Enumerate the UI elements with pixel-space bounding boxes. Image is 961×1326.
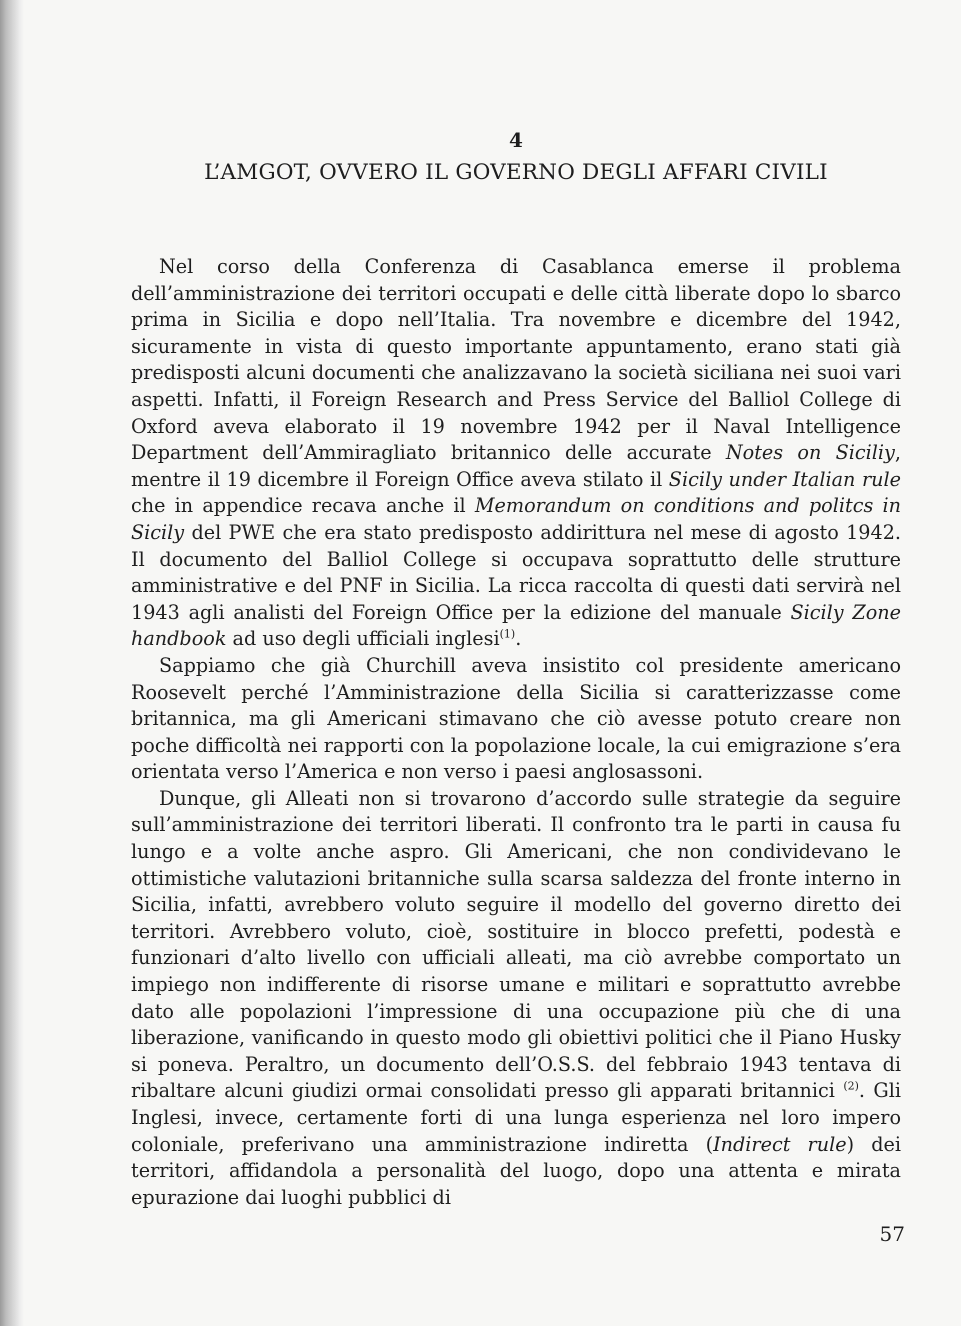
text-run: Dunque, gli Alleati non si trovarono d’accordo sulle strategie da seguire sull’amministrazione dei territori liberati. Il confronto tra le parti in causa fu lungo e a volte anche aspro. Gli Americani, che non condividevano le ottimistiche valutazioni britanniche sulla scarsa saldezza del fronte interno in Sicilia, infatti, avrebbero voluto seguire il modello del governo diretto dei territori. Avrebbero voluto, cioè, sostituire in blocco prefetti, podestà e funzionari d’alto livello con ufficiali alleati, ma ciò avrebbe comportato un impiego non indifferente di risorse umane e militari e soprattutto avrebbe dato alle popolazioni l’impressione di una occupazione più che di una liberazione, vanificando in questo modo gli obiettivi politici che il Piano Husky si poneva. Peraltro, un documento dell’O.S.S. del febbraio 1943 tentava di ribaltare alcuni giudizi ormai consolidati presso gli apparati britannici: [131, 786, 901, 1103]
text-run: ) dei territori, affidandola a personalità del luogo, dopo una attenta e mirata epurazione dai luoghi pubblici di: [131, 1132, 901, 1209]
chapter-number: 4: [509, 128, 523, 152]
book-page: [131, 128, 901, 1308]
text-run: del PWE che era stato predisposto addirittura nel mese di agosto 1942. Il documento del Balliol College si occupava soprattutto delle strutture amministrative e del PNF in Sicilia. La ricca raccolta di questi dati servirà nel 1943 agli analisti del Foreign Office per la edizione del manuale: [131, 520, 901, 624]
footnote-ref-2: (2): [843, 1080, 859, 1094]
italic-title: Memorandum on conditions and politcs in Sicily: [131, 494, 901, 544]
scan-gutter-shadow: [0, 0, 24, 1326]
text-run: , mentre il 19 dicembre il Foreign Office aveva stilato il: [131, 441, 902, 491]
italic-title: Notes on Siciliy: [725, 441, 895, 465]
italic-title: Sicily under Italian rule: [668, 467, 901, 491]
paragraph-3: [131, 786, 901, 1212]
chapter-title: L’AMGOT, OVVERO IL GOVERNO DEGLI AFFARI CIVILI: [204, 160, 828, 185]
page-number: 57: [879, 1222, 905, 1246]
text-run: ad uso degli ufficiali inglesi: [226, 627, 500, 651]
italic-term: Indirect rule: [713, 1132, 847, 1156]
italic-title: Sicily Zone handbook: [131, 600, 901, 651]
text-run: . Gli Inglesi, invece, certamente forti di una lunga esperienza nel loro impero coloniale, preferivano una amministrazione indiretta (: [131, 1079, 901, 1156]
text-run: Nel corso della Conferenza di Casablanca emerse il problema dell’amministrazione dei territori occupati e delle città liberate dopo lo sbarco prima in Sicilia e dopo nell’Italia. Tra novembre e dicembre del 1942, sicuramente in vista di questo importante appuntamento, erano stati già predisposti alcuni documenti che analizzavano la società siciliana nei suoi vari aspetti. Infatti, il Foreign Research and Press Service del Balliol College di Oxford aveva elaborato il 19 novembre 1942 per il Naval Intelligence Department dell’Ammiragliato britannico delle accurate: [131, 255, 901, 465]
paragraph-1: [131, 254, 901, 653]
body-text: [131, 254, 901, 1211]
footnote-ref-1: (1): [499, 627, 516, 641]
text-run: .: [515, 627, 522, 651]
text-run: che in appendice recava anche il: [131, 494, 475, 518]
paragraph-2: Sappiamo che già Churchill aveva insistito col presidente americano Roosevelt perché l’Amministrazione della Sicilia si caratterizzasse come britannica, ma gli Americani stimavano che ciò avesse potuto creare non poche difficoltà nei rapporti con la popolazione locale, la cui emigrazione s’era orientata verso l’America e non verso i paesi anglosassoni.: [131, 653, 901, 784]
